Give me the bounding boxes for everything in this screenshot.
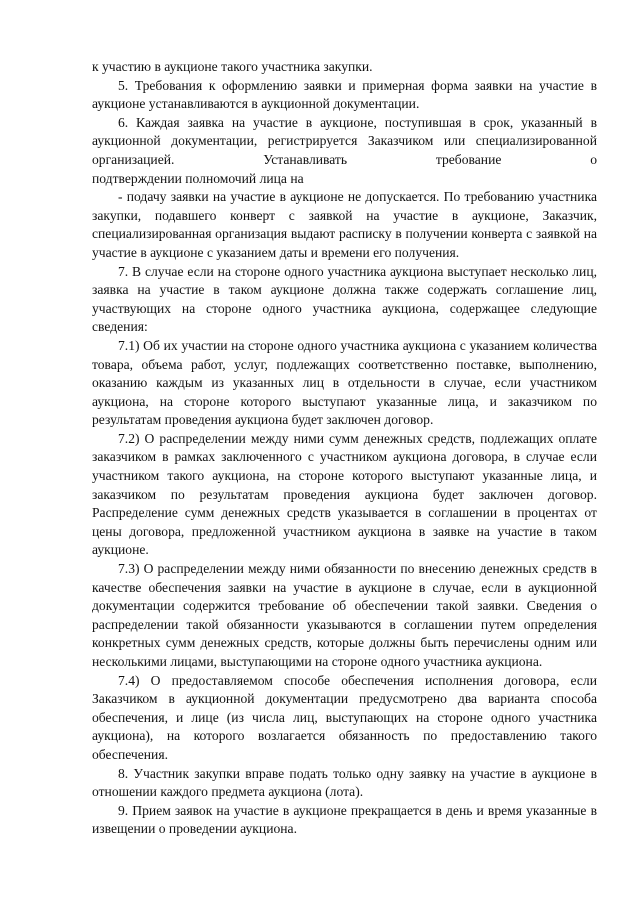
paragraph-7-4: 7.4) О предоставляемом способе обеспечения исполнения договора, если Заказчиком в аукционной документации предусмотрено два варианта способа обеспечения, и лице (из числа лиц, выступающих на стороне одного участника аукциона), на которого возлагается обязанность по предоставлению такого обеспечения. xyxy=(92,672,597,762)
paragraph-7-3: 7.3) О распределении между ними обязанности по внесению денежных средств в качестве обеспечения заявки на участие в аукционе в случае, если в аукционной документации содержится требование об обеспечении такой заявки. Сведения о распределении такой обязанности указываются в соглашении путем определения конкретных сумм денежных средств, которые должны быть перечислены одним или несколькими лицами, выступающими на стороне одного участника аукциона. xyxy=(92,561,597,669)
paragraph-continuation: к участию в аукционе такого участника закупки. xyxy=(92,59,373,74)
paragraph-7: 7. В случае если на стороне одного участника аукциона выступает несколько лиц, заявка на участие в таком аукционе должна также содержать соглашение лиц, участвующих на стороне одного участника аукциона, содержащее следующие сведения: xyxy=(92,263,597,335)
paragraph-6-tail: подтверждении полномочий лица на xyxy=(92,170,304,186)
paragraph-6-continued: - подачу заявки на участие в аукционе не допускается. По требованию участника закупки, подавшего конверт с заявкой на участие в аукционе, Заказчик, специализированная организация выдают расписку в получении конверта с заявкой на участие в аукционе с указанием даты и времени его получения. xyxy=(92,189,597,260)
paragraph-7-2: 7.2) О распределении между ними сумм денежных средств, подлежащих оплате заказчиком в рамках заключенного с участником аукциона договора, в случае если участником такого аукциона, на стороне которого выступают указанные лица, и заказчиком по результатам проведения аукциона будет заключен договор. Распределение сумм денежных средств указывается в соглашении в процентах от цены договора, предложенной участником аукциона в заявке на участие в таком аукционе. xyxy=(92,430,597,558)
paragraph-8: 8. Участник закупки вправе подать только одну заявку на участие в аукционе в отношении каждого предмета аукциона (лота). xyxy=(92,765,597,800)
document-page xyxy=(92,58,597,839)
paragraph-7-1: 7.1) Об их участии на стороне одного участника аукциона с указанием количества товара, объема работ, услуг, подлежащих соответственно поставке, выполнению, оказанию каждым из указанных лиц в отдельности в случае, если участником аукциона, на стороне которого выступают указанные лица, и заказчиком по результатам проведения аукциона будет заключен договор. xyxy=(92,337,597,428)
paragraph-5: 5. Требования к оформлению заявки и примерная форма заявки на участие в аукционе устанавливаются в аукционной документации. xyxy=(92,77,597,112)
paragraph-6: 6. Каждая заявка на участие в аукционе, поступившая в срок, указанный в аукционной документации, регистрируется Заказчиком или специализированной организацией. Устанавливать требование о xyxy=(92,114,597,167)
paragraph-9: 9. Прием заявок на участие в аукционе прекращается в день и время указанные в извещении о проведении аукциона. xyxy=(92,802,597,837)
